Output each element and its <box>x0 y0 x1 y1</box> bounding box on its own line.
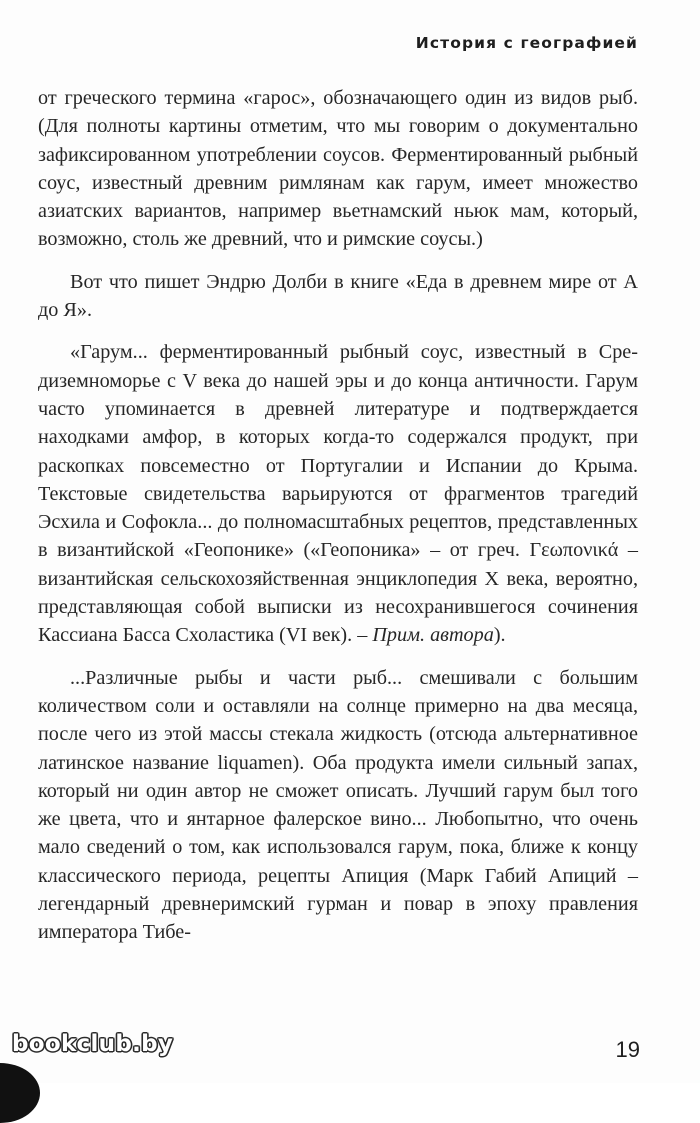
page-body <box>38 84 638 947</box>
page-number: 19 <box>615 1037 640 1062</box>
paragraph-2: Вот что пишет Эндрю Долби в книге «Еда в древнем мире от А до Я». <box>38 270 638 322</box>
page-corner-shadow <box>0 1063 40 1123</box>
paragraph-3 <box>38 338 638 649</box>
author-note: Прим. автора <box>372 624 494 647</box>
paragraph-4: ...Различные рыбы и части рыб... смешивали с большим количеством соли и оставляли на солнце примерно на два месяца, после чего из этой массы стекала жидкость (отсюда альтернативное латинское название liquamen). Оба продукта имели сильный запах, который ни один автор не сможет описать. Лучший гарум был того же цвета, что и янтарное фалерское вино... Любопытно, что очень мало сведений о том, как использовался гарум, пока, ближе к концу классического периода, рецепты Апиция (Марк Габий Апиций – легендарный древнеримский гурман и повар в эпоху правления императора Тибе- <box>38 666 638 944</box>
paragraph-3-end: ). <box>493 624 506 647</box>
paragraph-3-main: «Гарум... ферментированный рыбный соус, известный в Средиземноморье с V века до нашей эры и до конца античности. Гарум часто упоминается в древней литературе и подтверждается находками амфор, в которых когда-то содержался продукт, при раскопках повсеместно от Португалии и Испании до Крыма. Текстовые свидетельства варьируются от фрагментов трагедий Эсхила и Софокла... до полномасштабных рецептов, представленных в византийской «Геопонике» («Геопоника» – от греч. Γεωπονικά – византийская сельскохозяйственная энциклопедия X века, вероятно, представляющая собой выписки из несохранившегося сочинения Кассиана Басса Схоластика (VI век). – <box>38 341 638 647</box>
watermark: bookclub.by <box>12 1031 174 1057</box>
paragraph-1: от греческого термина «гарос», обозначающего один из видов рыб. (Для полноты картины отметим, что мы говорим о документально зафиксированном употреблении соусов. Ферментированный рыбный соус, известный древним римлянам как гарум, имеет множество азиатских вариантов, например вьетнамский ньюк мам, который, возможно, столь же древний, что и римские соусы.) <box>38 87 638 251</box>
running-header: История с географией <box>415 34 638 52</box>
